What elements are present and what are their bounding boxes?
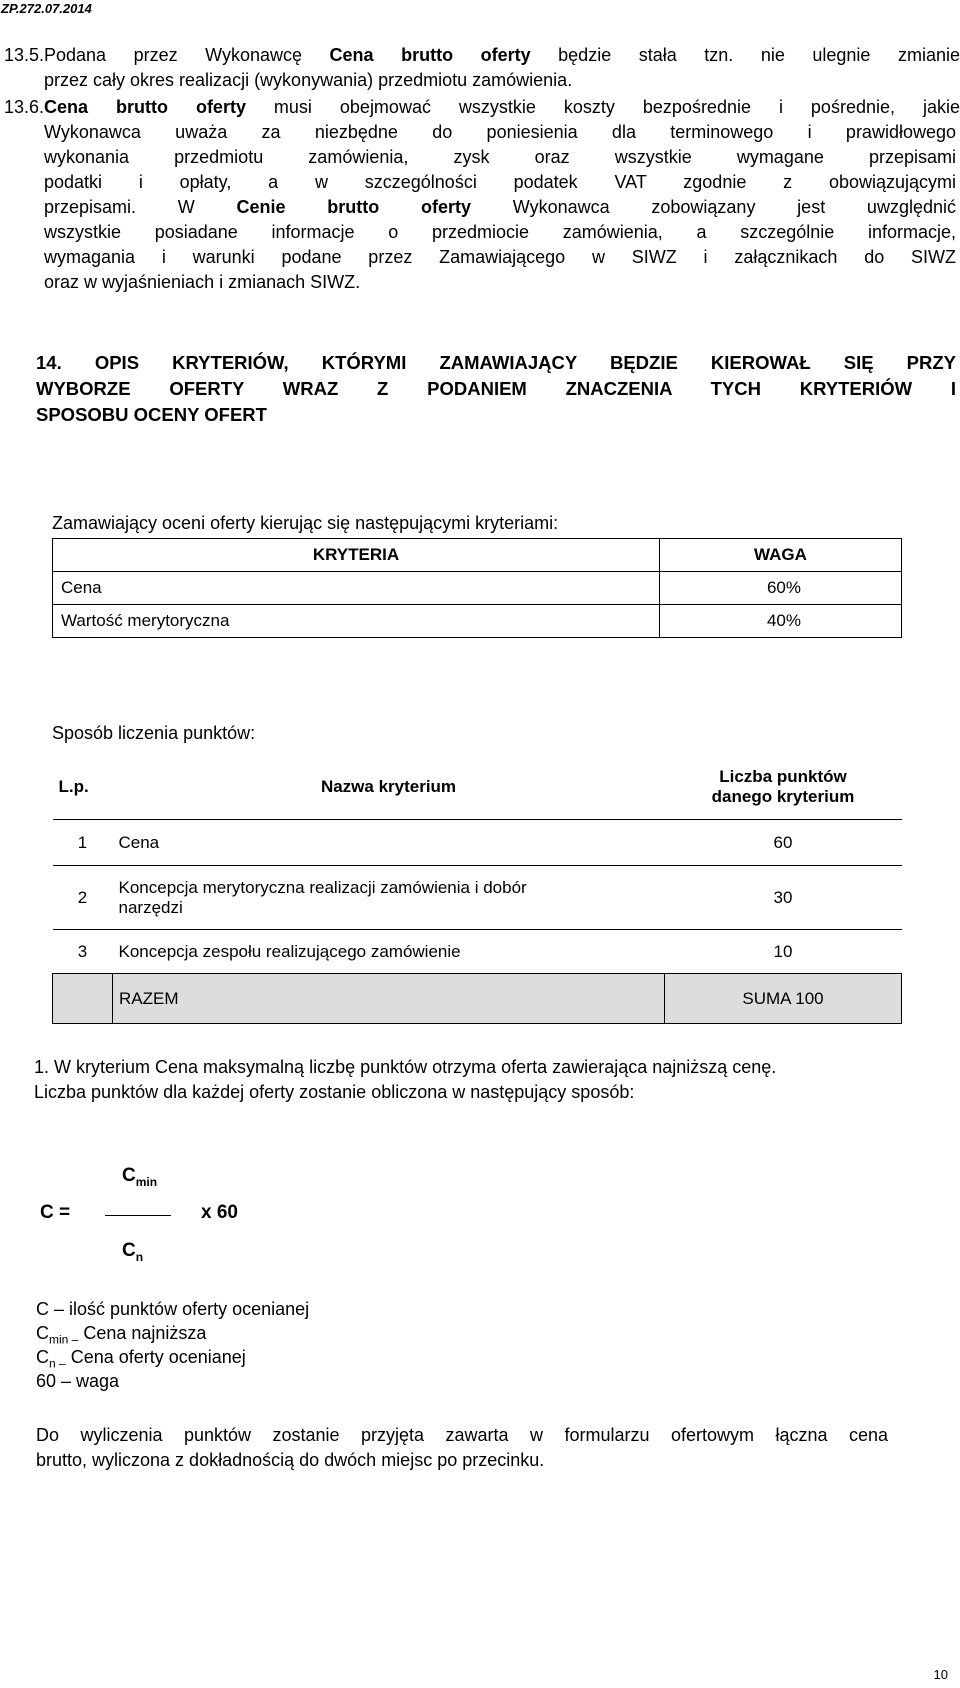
- section-number: 13.5.: [4, 45, 45, 65]
- header-cell: [665, 755, 902, 820]
- criteria-weight: 60%: [660, 572, 902, 605]
- total-row: [53, 974, 902, 1024]
- bold-term: Cena brutto oferty: [329, 45, 531, 65]
- formula-multiplier: x 60: [201, 1202, 238, 1223]
- text: Wykonawca zobowiązany jest uwzględnić: [471, 197, 956, 217]
- row-number: 3: [53, 930, 113, 974]
- table-row: [53, 866, 902, 930]
- row-number: 2: [53, 866, 113, 930]
- symbol: C: [122, 1240, 136, 1261]
- paragraph-line: wszystkie posiadane informacje o przedmiocie zamówienia, a szczególnie informacje,: [44, 222, 956, 242]
- table-row: [53, 605, 902, 638]
- criteria-points: 10: [665, 930, 902, 974]
- paragraph-line: wykonania przedmiotu zamówienia, zysk oraz wszystkie wymagane przepisami: [44, 147, 956, 167]
- header-line: danego kryterium: [711, 787, 855, 806]
- name-line: narzędzi: [118, 897, 183, 917]
- header-cell: Nazwa kryterium: [113, 755, 665, 820]
- criteria-table: [52, 538, 902, 638]
- formula-numerator: [122, 1165, 157, 1189]
- legend-line: 60 – waga: [36, 1371, 120, 1391]
- empty-cell: [53, 974, 113, 1024]
- header-cell: KRYTERIA: [53, 539, 660, 572]
- criteria-points: 60: [665, 820, 902, 866]
- subscript: n –: [49, 1356, 66, 1371]
- symbol: C: [36, 1323, 49, 1343]
- subscript: min: [135, 1174, 158, 1189]
- heading-line: WYBORZE OFERTY WRAZ Z PODANIEM ZNACZENIA TYCH KRYTERIÓW I: [36, 378, 956, 399]
- criteria-weight: 40%: [660, 605, 902, 638]
- criteria-name: [113, 866, 665, 930]
- table-header-row: [53, 539, 902, 572]
- symbol: C: [36, 1347, 49, 1367]
- table-row: [53, 820, 902, 866]
- fraction-line: [105, 1215, 171, 1216]
- table-header-row: [53, 755, 902, 820]
- heading-line: SPOSOBU OCENY OFERT: [36, 404, 267, 425]
- text: musi obejmować wszystkie koszty bezpośrednie i pośrednie, jakie: [245, 97, 960, 117]
- criteria-name: Cena: [113, 820, 665, 866]
- header-line: Liczba punktów: [719, 767, 847, 786]
- paragraph-line: [44, 196, 956, 218]
- criteria-intro: Zamawiający oceni oferty kierując się następującymi kryteriami:: [52, 513, 559, 533]
- section-13-6: [4, 96, 960, 118]
- bold-term: Cenie brutto oferty: [236, 197, 472, 217]
- final-paragraph-line: brutto, wyliczona z dokładnością do dwóch miejsc po przecinku.: [36, 1450, 545, 1470]
- header-cell: L.p.: [53, 755, 113, 820]
- total-value: SUMA 100: [665, 974, 902, 1024]
- header-cell: WAGA: [660, 539, 902, 572]
- document-code: ZP.272.07.2014: [1, 1, 92, 16]
- row-number: 1: [53, 820, 113, 866]
- section-13-5: [4, 44, 960, 66]
- points-intro: Sposób liczenia punktów:: [52, 723, 256, 743]
- criteria-name: Koncepcja zespołu realizującego zamówienie: [113, 930, 665, 974]
- note-line: 1. W kryterium Cena maksymalną liczbę punktów otrzyma oferta zawierająca najniższą cenę.: [34, 1057, 777, 1077]
- heading-line: 14. OPIS KRYTERIÓW, KTÓRYMI ZAMAWIAJĄCY BĘDZIE KIEROWAŁ SIĘ PRZY: [36, 352, 956, 373]
- section-14-heading: [36, 350, 956, 428]
- total-label: RAZEM: [113, 974, 665, 1024]
- bold-term: Cena brutto oferty: [44, 97, 246, 117]
- note-line: Liczba punktów dla każdej oferty zostanie obliczona w następujący sposób:: [34, 1082, 635, 1102]
- table-row: [53, 572, 902, 605]
- section-13-5-line2: przez cały okres realizacji (wykonywania) przedmiotu zamówienia.: [44, 70, 573, 90]
- criteria-name: Cena: [53, 572, 660, 605]
- text: przepisami. W: [44, 197, 237, 217]
- criteria-name: Wartość merytoryczna: [53, 605, 660, 638]
- name-line: Koncepcja merytoryczna realizacji zamówienia i dobór: [118, 877, 527, 897]
- criteria-points: 30: [665, 866, 902, 930]
- page-number: 10: [933, 1667, 948, 1682]
- formula-lhs: C =: [40, 1202, 71, 1223]
- section-number: 13.6.: [4, 97, 45, 117]
- legend-line: C – ilość punktów oferty ocenianej: [36, 1299, 310, 1319]
- paragraph-line: Wykonawca uważa za niezbędne do poniesienia dla terminowego i prawidłowego: [44, 122, 956, 142]
- paragraph-line: oraz w wyjaśnieniach i zmianach SIWZ.: [44, 272, 361, 292]
- paragraph-line: wymagania i warunki podane przez Zamawiającego w SIWZ i załącznikach do SIWZ: [44, 247, 956, 267]
- paragraph-line: podatki i opłaty, a w szczególności podatek VAT zgodnie z obowiązującymi: [44, 172, 956, 192]
- text: będzie stała tzn. nie ulegnie zmianie: [530, 45, 960, 65]
- symbol: C: [122, 1165, 136, 1186]
- formula-denominator: [122, 1240, 143, 1264]
- table-row: [53, 930, 902, 974]
- text: Cena najniższa: [78, 1323, 207, 1343]
- text: Cena oferty ocenianej: [65, 1347, 246, 1367]
- subscript: n: [135, 1249, 144, 1264]
- points-table: [52, 755, 902, 1024]
- subscript: min –: [49, 1332, 79, 1347]
- text: Podana przez Wykonawcę: [44, 45, 330, 65]
- final-paragraph-line: Do wyliczenia punktów zostanie przyjęta zawarta w formularzu ofertowym łączna cena: [36, 1425, 888, 1445]
